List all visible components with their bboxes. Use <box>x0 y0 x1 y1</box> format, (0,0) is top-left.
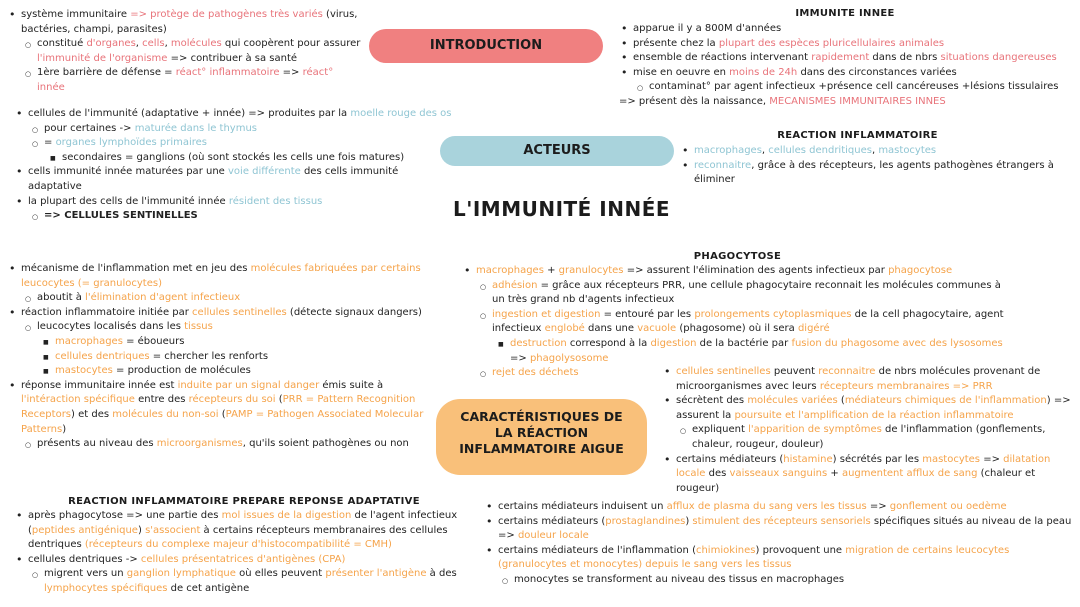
text-run: = grâce aux récepteurs PRR, une cellule phagocytaire reconnait les molécules communes à un très grand nb d'agents infectieux <box>492 279 1001 306</box>
text-run: migrent vers un <box>44 568 127 580</box>
text-run: présents au niveau des <box>37 438 157 450</box>
text-run: ) <box>685 515 693 527</box>
text-run: => <box>980 453 1004 465</box>
acteurs-pill <box>440 136 674 166</box>
text-run: ( <box>275 394 283 406</box>
text-run: apparue il y a 800M d'années <box>633 23 782 34</box>
text-run: des <box>705 468 730 480</box>
list-item <box>619 95 1074 110</box>
list-item <box>662 365 1074 394</box>
text-run: ingestion et digestion <box>492 308 601 320</box>
reponse-adaptative-notes <box>14 509 464 597</box>
list-item <box>7 262 425 291</box>
text-run: l'intéraction spécifique <box>21 394 135 406</box>
text-run: à des <box>426 568 457 580</box>
list-item <box>484 500 1074 515</box>
cellules-sentinelles-notes <box>662 365 1074 496</box>
text-run: spécifiques situés au niveau de la peau => <box>498 515 1072 542</box>
text-run: + <box>543 265 559 276</box>
text-run: ( <box>218 408 226 420</box>
text-run: stimulent des récepteurs sensoriels <box>692 515 871 527</box>
text-run: cellules présentatrices d'antigènes (CPA) <box>140 553 346 565</box>
list-item <box>484 544 1074 573</box>
text-run: (détecte signaux dangers) <box>286 306 422 318</box>
text-run: récepteurs membranaires => PRR <box>819 380 993 392</box>
immunite-innee-notes <box>619 22 1074 110</box>
text-run: , <box>135 38 143 50</box>
acteurs-notes <box>14 107 454 224</box>
text-run: => protège de pathogènes très variés <box>130 9 323 20</box>
bullet-list <box>7 8 363 96</box>
text-run: PRR = Pattern Recognition Receptors <box>21 394 416 420</box>
text-run: plupart des espèces pluricellulaires animales <box>718 37 945 49</box>
list-item <box>14 553 464 568</box>
text-run: cellules dendritiques <box>768 145 872 156</box>
list-item <box>619 66 1074 81</box>
text-run: MECANISMES IMMUNITAIRES INNES <box>769 95 946 107</box>
heading-phagocytose: PHAGOCYTOSE <box>693 251 782 262</box>
text-run: => contribuer à sa santé <box>167 52 298 64</box>
list-item <box>23 320 425 335</box>
text-run: la plupart des cells de l'immunité innée <box>28 195 229 207</box>
text-run: induite par un signal danger <box>177 379 320 391</box>
text-run: molécules fabriquées par certains leucocytes (= granulocytes) <box>21 263 421 289</box>
text-run: lymphocytes spécifiques <box>44 582 168 594</box>
bullet-list <box>14 107 454 224</box>
text-run: monocytes se transforment au niveau des tissus en macrophages <box>514 573 845 585</box>
text-run: cellules sentinelles <box>676 366 771 377</box>
phagocytose-notes <box>462 264 1012 381</box>
text-run: PAMP = Pathogen Associated Molecular Patterns <box>21 408 424 435</box>
text-run: où elles peuvent <box>235 568 326 580</box>
text-run: dans de nbrs <box>869 52 941 64</box>
list-item <box>30 122 454 137</box>
text-run: histamine <box>783 453 833 465</box>
text-run: de la cell phagocytaire, agent infectieux <box>492 308 1004 335</box>
text-run: ) et des <box>71 408 113 420</box>
text-run: rejet des déchets <box>492 367 579 379</box>
list-item <box>478 279 1012 308</box>
list-item <box>23 37 363 66</box>
text-run: phagolysosome <box>529 352 609 364</box>
text-run: reconnaitre <box>818 366 876 377</box>
text-run: ) sécrétés par les <box>832 453 923 465</box>
text-run: certains médiateurs induisent un <box>498 501 667 512</box>
text-run: poursuite et l'amplification de la réaction inflammatoire <box>734 409 1014 421</box>
text-run: dilatation locale <box>676 453 1051 480</box>
text-run: => <box>279 67 303 79</box>
list-item <box>41 335 425 350</box>
bullet-list <box>484 500 1074 588</box>
text-run: après phagocytose => une partie des <box>28 510 222 521</box>
text-run: certains médiateurs de l'inflammation ( <box>498 544 696 556</box>
list-item <box>14 195 454 210</box>
text-run: cellules dentriques -> <box>28 553 141 565</box>
text-run: mastocytes <box>922 453 981 465</box>
text-run: moelle rouge des os <box>350 108 452 119</box>
text-run: dans une <box>584 323 638 335</box>
caracteristiques-line-1: CARACTÉRISTIQUES DE <box>460 409 623 424</box>
heading-reaction-adaptative: REACTION INFLAMMATOIRE PREPARE REPONSE ADAPTATIVE <box>68 496 420 507</box>
text-run: contaminat° par agent infectieux +présence cell cancéreuses +lésions tissulaires <box>649 81 1059 93</box>
text-run: correspond à la <box>566 337 651 349</box>
text-run: prostaglandines <box>605 515 686 527</box>
text-run: système immunitaire <box>21 9 131 20</box>
text-run: cells <box>142 38 165 50</box>
list-item <box>14 107 454 122</box>
text-run: l'apparition de symptômes <box>748 424 882 436</box>
list-item <box>662 394 1074 423</box>
bullet-list <box>619 22 1074 110</box>
introduction-label: INTRODUCTION <box>429 38 543 53</box>
text-run: , <box>164 38 171 50</box>
text-run: dans des circonstances variées <box>797 66 957 78</box>
list-item <box>30 567 464 596</box>
text-run: + <box>827 468 842 480</box>
text-run: mastocytes <box>878 145 937 156</box>
list-item <box>7 306 425 321</box>
text-run: sécrètent des <box>676 395 748 407</box>
list-item <box>478 308 1012 337</box>
text-run: macrophages <box>694 145 762 156</box>
text-run: migration de certains leucocytes (granulocytes et monocytes) depuis le sang vers les tissus <box>498 544 1010 571</box>
bullet-list <box>7 262 425 452</box>
text-run: => <box>866 501 890 512</box>
list-item <box>635 80 1074 95</box>
text-run: réaction inflammatoire initiée par <box>21 306 193 318</box>
text-run: peptides antigénique <box>31 524 138 536</box>
text-run: => présent dès la naissance, <box>619 95 770 107</box>
text-run: s'associent <box>145 524 201 536</box>
text-run: réact° inflammatoire <box>175 67 280 79</box>
text-run: mastocytes <box>55 365 113 377</box>
caracteristiques-pill <box>436 399 647 475</box>
text-run: tissus <box>184 321 213 333</box>
text-run: aboutit à <box>37 292 86 304</box>
text-run: molécules <box>170 38 222 50</box>
text-run: mol issues de la digestion <box>221 510 352 521</box>
text-run: réact° innée <box>37 67 334 93</box>
text-run: adhésion <box>492 279 538 291</box>
list-item <box>496 337 1012 366</box>
text-run: (récepteurs du complexe majeur d'histocompatibilité = CMH) <box>84 539 392 551</box>
text-run: prolongements cytoplasmiques <box>694 308 852 320</box>
text-run: vacuole <box>637 323 677 335</box>
text-run: augmentent afflux de sang <box>841 468 978 480</box>
heading-immunite-innee: IMMUNITE INNEE <box>795 8 895 19</box>
text-run: organes lymphoïdes primaires <box>55 137 208 149</box>
text-run: 1ère barrière de défense = <box>37 67 176 79</box>
text-run: de nbrs molécules provenant de microorganismes avec leurs <box>676 366 1041 392</box>
text-run: => assurent l'élimination des agents infectieux par <box>623 265 889 276</box>
reaction-inflammatoire-notes <box>680 144 1070 188</box>
text-run: d'organes <box>86 38 136 50</box>
text-run: macrophages <box>55 335 123 347</box>
text-run: certains médiateurs ( <box>676 453 784 465</box>
mecanisme-notes <box>7 262 425 452</box>
text-run: gonflement ou oedème <box>889 501 1007 512</box>
text-run: cellules dentriques <box>55 350 150 362</box>
list-item <box>662 453 1074 497</box>
list-item <box>619 22 1074 37</box>
text-run: voie différente <box>228 166 301 178</box>
text-run: leucocytes localisés dans les <box>37 321 185 333</box>
intro-notes <box>7 8 363 96</box>
list-item <box>30 136 454 151</box>
list-item <box>680 144 1070 159</box>
text-run: entre des <box>134 394 189 406</box>
text-run: présenter l'antigène <box>325 568 427 580</box>
text-run: cells immunité innée maturées par une <box>28 166 228 178</box>
text-run: réponse immunitaire innée est <box>21 379 178 391</box>
text-run: émis suite à <box>319 379 384 391</box>
bullet-list <box>14 509 464 597</box>
list-item <box>619 37 1074 52</box>
text-run: certains médiateurs ( <box>498 515 606 527</box>
caracteristiques-line-2: LA RÉACTION <box>494 425 589 440</box>
text-run: (virus, bactéries, champi, parasites) <box>21 9 358 35</box>
text-run: ) <box>62 423 67 435</box>
text-run: douleur locale <box>517 530 589 542</box>
text-run: (phagosome) où il sera <box>676 323 798 335</box>
text-run: moins de 24h <box>729 66 798 78</box>
text-run: de l'agent infectieux ( <box>28 510 458 536</box>
text-run: afflux de plasma du sang vers les tissus <box>666 501 867 512</box>
text-run: résident des tissus <box>228 195 323 207</box>
text-run: peuvent <box>770 366 819 377</box>
text-run: , qu'ils soient pathogènes ou non <box>242 438 409 450</box>
text-run: mise en oeuvre en <box>633 66 730 78</box>
text-run: , grâce à des récepteurs, les agents pathogènes étrangers à éliminer <box>694 159 1054 186</box>
acteurs-label: ACTEURS <box>523 143 591 158</box>
text-run: rapidement <box>811 52 870 64</box>
text-run: maturée dans le thymus <box>134 122 258 134</box>
text-run: => <box>510 352 530 364</box>
text-run: molécules variées <box>747 395 838 407</box>
list-item <box>41 350 425 365</box>
text-run: présente chez la <box>633 37 719 49</box>
list-item <box>23 291 425 306</box>
text-run: situations dangereuses <box>940 52 1057 64</box>
text-run: médiateurs chimiques de l'inflammation <box>844 395 1047 407</box>
text-run: granulocytes <box>558 265 624 276</box>
text-run: , <box>761 145 769 156</box>
text-run: de l'inflammation (gonflements, chaleur, rougeur, douleur) <box>692 424 1046 450</box>
text-run: molécules du non-soi <box>112 408 219 420</box>
text-run: macrophages <box>476 265 544 276</box>
text-run: digestion <box>650 337 697 349</box>
text-run: constitué <box>37 38 87 50</box>
heading-reaction-inflammatoire: REACTION INFLAMMATOIRE <box>777 130 938 141</box>
list-item <box>680 159 1070 188</box>
text-run: phagocytose <box>888 265 953 276</box>
text-run: qui coopèrent pour assurer <box>221 38 361 50</box>
text-run: ganglion lymphatique <box>126 568 236 580</box>
list-item <box>23 66 363 95</box>
mediateurs-notes <box>484 500 1074 588</box>
text-run: à certains récepteurs membranaires des cellules dentriques <box>28 524 448 551</box>
list-item <box>14 509 464 553</box>
text-run: mécanisme de l'inflammation met en jeu des <box>21 263 251 274</box>
list-item <box>7 8 363 37</box>
text-run: l'immunité de l'organisme <box>37 52 168 64</box>
list-item <box>619 51 1074 66</box>
text-run: ( <box>837 395 845 407</box>
text-run: reconnaitre <box>694 159 752 171</box>
text-run: = chercher les renforts <box>149 350 269 362</box>
text-run: microorganismes <box>156 438 243 450</box>
text-run: récepteurs du soi <box>188 394 276 406</box>
page-title: L'IMMUNITÉ INNÉE <box>453 197 671 221</box>
list-item <box>30 209 454 224</box>
caracteristiques-line-3: INFLAMMATOIRE AIGUE <box>459 441 624 456</box>
list-item <box>48 151 454 166</box>
text-run: = <box>44 137 56 149</box>
text-run: = entouré par les <box>600 308 695 320</box>
bullet-list <box>680 144 1070 188</box>
text-run: destruction <box>510 337 567 349</box>
text-run: = éboueurs <box>122 335 185 347</box>
list-item <box>41 364 425 379</box>
text-run: l'élimination d'agent infectieux <box>85 292 241 304</box>
text-run: = production de molécules <box>112 365 251 377</box>
list-item <box>484 515 1074 544</box>
text-run: , <box>871 145 879 156</box>
list-item <box>500 573 1074 588</box>
list-item <box>7 379 425 437</box>
list-item <box>462 264 1012 279</box>
text-run: => CELLULES SENTINELLES <box>44 210 198 222</box>
text-run: (chaleur et rougeur) <box>676 468 1036 494</box>
list-item <box>23 437 425 452</box>
text-run: fusion du phagosome avec des lysosomes <box>791 337 1003 349</box>
text-run: cellules sentinelles <box>192 306 287 318</box>
text-run: ensemble de réactions intervenant <box>633 52 812 64</box>
introduction-pill <box>369 29 603 63</box>
text-run: de la bactérie par <box>696 337 792 349</box>
bullet-list <box>462 264 1012 381</box>
list-item <box>678 423 1074 452</box>
text-run: englobé <box>544 323 585 335</box>
text-run: de cet antigène <box>167 582 250 594</box>
text-run: cellules de l'immunité (adaptative + innée) => produites par la <box>28 108 351 119</box>
text-run: expliquent <box>692 424 749 436</box>
text-run: digéré <box>797 323 830 335</box>
text-run: ) <box>137 524 146 536</box>
bullet-list <box>662 365 1074 496</box>
text-run: vaisseaux sanguins <box>729 468 828 480</box>
text-run: pour certaines -> <box>44 122 135 134</box>
text-run: secondaires = ganglions (où sont stockés les cells une fois matures) <box>62 151 405 163</box>
text-run: ) => assurent la <box>676 395 1071 421</box>
list-item <box>14 165 454 194</box>
text-run: ) provoquent une <box>755 544 846 556</box>
text-run: des cells immunité adaptative <box>28 166 399 192</box>
text-run: chimiokines <box>695 544 756 556</box>
